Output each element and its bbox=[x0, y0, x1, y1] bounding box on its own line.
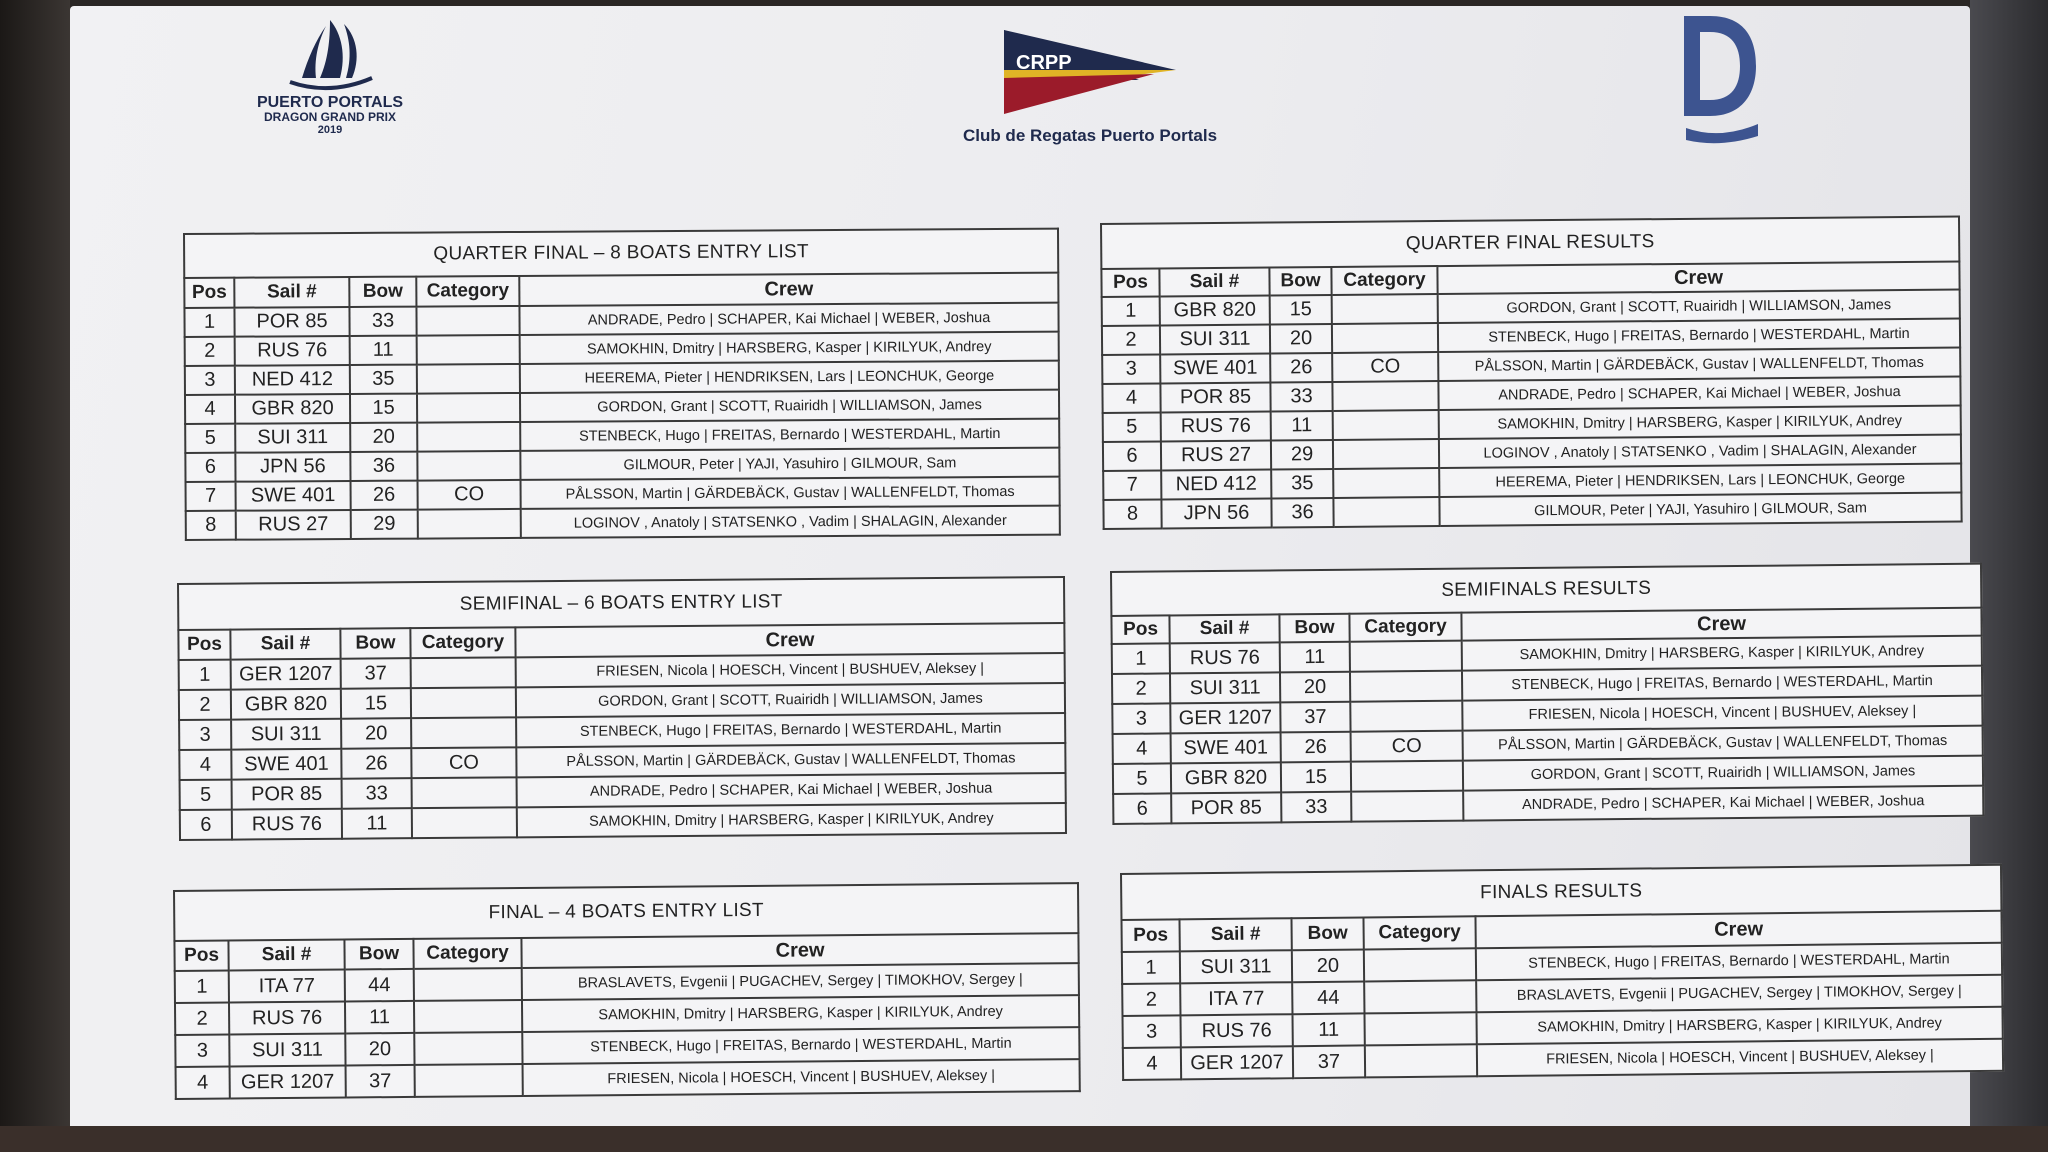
crew-cell: BRASLAVETS, Evgenii | PUGACHEV, Sergey | TIMOKHOV, Sergey | bbox=[1476, 975, 2002, 1013]
pos-cell: 1 bbox=[1102, 296, 1160, 326]
bow-number-cell: 20 bbox=[1292, 949, 1364, 982]
category-cell bbox=[411, 687, 516, 718]
crew-cell: STENBECK, Hugo | FREITAS, Bernardo | WESTERDAHL, Martin bbox=[1462, 666, 1982, 701]
sail-number-cell: SWE 401 bbox=[1160, 354, 1270, 384]
bow-number-cell: 20 bbox=[350, 423, 417, 452]
crew-cell: PÅLSSON, Martin | GÄRDEBÄCK, Gustav | WALLENFELDT, Thomas bbox=[521, 477, 1060, 509]
crew-cell: BRASLAVETS, Evgenii | PUGACHEV, Sergey | TIMOKHOV, Sergey | bbox=[522, 963, 1079, 1000]
pos-cell: 8 bbox=[186, 511, 236, 540]
bow-number-cell: 44 bbox=[345, 969, 414, 1002]
category-cell bbox=[1364, 980, 1476, 1013]
header-sail: Sail # bbox=[1159, 268, 1269, 297]
bow-number-cell: 35 bbox=[1271, 469, 1333, 499]
crew-cell: ANDRADE, Pedro | SCHAPER, Kai Michael | WEBER, Joshua bbox=[519, 303, 1058, 335]
bow-number-cell: 36 bbox=[1271, 498, 1333, 528]
sail-number-cell: SUI 311 bbox=[1180, 950, 1292, 983]
crew-cell: HEEREMA, Pieter | HENDRIKSEN, Lars | LEONCHUK, George bbox=[1439, 463, 1961, 497]
category-cell: CO bbox=[411, 747, 516, 778]
header-sail: Sail # bbox=[230, 629, 340, 660]
category-cell bbox=[1333, 497, 1439, 527]
pos-cell: 8 bbox=[1103, 499, 1161, 529]
semifinals-results-table bbox=[1110, 563, 1984, 825]
crew-cell: FRIESEN, Nicola | HOESCH, Vincent | BUSHUEV, Aleksey | bbox=[516, 653, 1065, 687]
sail-number-cell: GBR 820 bbox=[1171, 762, 1281, 793]
category-cell bbox=[416, 306, 519, 336]
header-pos: Pos bbox=[1111, 615, 1169, 644]
pos-cell: 4 bbox=[1123, 1047, 1181, 1080]
sail-number-cell: RUS 76 bbox=[1170, 642, 1280, 673]
pos-cell: 4 bbox=[176, 1067, 230, 1099]
pos-cell: 7 bbox=[1103, 470, 1161, 500]
pos-cell: 6 bbox=[1103, 441, 1161, 471]
sail-number-cell: SWE 401 bbox=[231, 749, 341, 780]
category-cell bbox=[1364, 948, 1476, 981]
crew-cell: LOGINOV , Anatoly | STATSENKO , Vadim | SHALAGIN, Alexander bbox=[521, 506, 1060, 538]
header-bow: Bow bbox=[1279, 614, 1349, 643]
bow-number-cell: 26 bbox=[351, 481, 418, 510]
logo-subtitle: DRAGON GRAND PRIX bbox=[263, 110, 396, 124]
bow-number-cell: 37 bbox=[1280, 702, 1350, 733]
final-entry-table bbox=[173, 882, 1081, 1100]
crew-cell: SAMOKHIN, Dmitry | HARSBERG, Kasper | KIRILYUK, Andrey bbox=[1439, 405, 1961, 439]
pos-cell: 6 bbox=[1113, 793, 1171, 824]
sail-number-cell: GBR 820 bbox=[1160, 296, 1270, 326]
sail-number-cell: GBR 820 bbox=[231, 689, 341, 720]
bow-number-cell: 11 bbox=[1292, 1013, 1364, 1046]
header-sail: Sail # bbox=[1179, 918, 1291, 951]
dragon-class-d-logo bbox=[1680, 14, 1760, 144]
sail-number-cell: RUS 76 bbox=[232, 809, 342, 840]
bow-number-cell: 29 bbox=[351, 510, 418, 539]
header-pos: Pos bbox=[178, 630, 230, 660]
crew-cell: PÅLSSON, Martin | GÄRDEBÄCK, Gustav | WALLENFELDT, Thomas bbox=[1463, 726, 1983, 761]
category-cell bbox=[1351, 761, 1463, 792]
bow-number-cell: 15 bbox=[1281, 762, 1351, 793]
sail-number-cell: SUI 311 bbox=[231, 719, 341, 750]
pennant-flag-icon bbox=[1004, 30, 1184, 120]
header-bow: Bow bbox=[349, 277, 416, 307]
sail-number-cell: SUI 311 bbox=[1160, 325, 1270, 355]
bow-number-cell: 33 bbox=[1270, 382, 1332, 412]
sail-number-cell: GER 1207 bbox=[1181, 1046, 1293, 1079]
bow-number-cell: 26 bbox=[1281, 732, 1351, 763]
sail-number-cell: GBR 820 bbox=[235, 394, 350, 424]
crew-cell: STENBECK, Hugo | FREITAS, Bernardo | WESTERDAHL, Martin bbox=[520, 419, 1059, 451]
pos-cell: 7 bbox=[186, 482, 236, 511]
header-category: Category bbox=[413, 938, 521, 969]
category-cell bbox=[417, 451, 520, 481]
header-bow: Bow bbox=[340, 628, 410, 659]
table-title: QUARTER FINAL – 8 BOATS ENTRY LIST bbox=[184, 229, 1058, 278]
table-row bbox=[186, 506, 1060, 540]
category-cell bbox=[412, 807, 517, 838]
crew-cell: HEEREMA, Pieter | HENDRIKSEN, Lars | LEONCHUK, George bbox=[520, 361, 1059, 393]
category-cell bbox=[1332, 294, 1438, 324]
semifinal-entry-table bbox=[177, 576, 1067, 841]
header-pos: Pos bbox=[174, 941, 228, 971]
category-cell bbox=[1350, 701, 1462, 732]
header-crew: Crew bbox=[1437, 262, 1959, 295]
category-cell bbox=[414, 1000, 522, 1033]
table-title: SEMIFINALS RESULTS bbox=[1111, 564, 1981, 616]
header-category: Category bbox=[410, 627, 515, 658]
quarter-final-results-table bbox=[1100, 215, 1963, 529]
crew-cell: STENBECK, Hugo | FREITAS, Bernardo | WESTERDAHL, Martin bbox=[516, 713, 1065, 747]
header-sail: Sail # bbox=[234, 277, 349, 308]
table-row bbox=[176, 1059, 1080, 1099]
crew-cell: SAMOKHIN, Dmitry | HARSBERG, Kasper | KIRILYUK, Andrey bbox=[1476, 1007, 2002, 1045]
category-cell bbox=[1332, 381, 1438, 411]
sail-number-cell: SUI 311 bbox=[229, 1034, 345, 1067]
sail-number-cell: RUS 76 bbox=[229, 1002, 345, 1035]
finals-results-table bbox=[1120, 864, 2004, 1081]
category-cell bbox=[1333, 439, 1439, 469]
pos-cell: 5 bbox=[185, 424, 235, 453]
sail-number-cell: RUS 27 bbox=[1161, 441, 1271, 471]
pos-cell: 2 bbox=[1102, 325, 1160, 355]
crew-cell: SAMOKHIN, Dmitry | HARSBERG, Kasper | KIRILYUK, Andrey bbox=[520, 332, 1059, 364]
bow-number-cell: 15 bbox=[1270, 295, 1332, 325]
header-sail: Sail # bbox=[1169, 614, 1279, 643]
pos-cell: 2 bbox=[1112, 673, 1170, 704]
pos-cell: 1 bbox=[184, 308, 234, 337]
sailboat-icon bbox=[280, 16, 380, 94]
crpp-logo bbox=[940, 30, 1240, 146]
table-row bbox=[1103, 492, 1961, 528]
crew-cell: STENBECK, Hugo | FREITAS, Bernardo | WESTERDAHL, Martin bbox=[1438, 318, 1960, 352]
pos-cell: 4 bbox=[1113, 733, 1171, 764]
crew-cell: GILMOUR, Peter | YAJI, Yasuhiro | GILMOUR, Sam bbox=[520, 448, 1059, 480]
logo-year: 2019 bbox=[317, 124, 343, 136]
crew-cell: FRIESEN, Nicola | HOESCH, Vincent | BUSHUEV, Aleksey | bbox=[1462, 696, 1982, 731]
crew-cell: LOGINOV , Anatoly | STATSENKO , Vadim | SHALAGIN, Alexander bbox=[1439, 434, 1961, 468]
header-category: Category bbox=[416, 276, 519, 307]
logo-title: PUERTO PORTALS bbox=[256, 94, 404, 111]
category-cell bbox=[412, 777, 517, 808]
dragon-grand-prix-logo bbox=[250, 16, 410, 136]
header-pos: Pos bbox=[1101, 268, 1159, 297]
header-crew: Crew bbox=[521, 933, 1078, 968]
crew-cell: GILMOUR, Peter | YAJI, Yasuhiro | GILMOUR, Sam bbox=[1439, 492, 1961, 526]
crew-cell: PÅLSSON, Martin | GÄRDEBÄCK, Gustav | WALLENFELDT, Thomas bbox=[1438, 347, 1960, 381]
bow-number-cell: 20 bbox=[345, 1033, 414, 1066]
bow-number-cell: 11 bbox=[345, 1001, 414, 1034]
bow-number-cell: 33 bbox=[1281, 792, 1351, 823]
pos-cell: 3 bbox=[1102, 354, 1160, 384]
category-cell: CO bbox=[1332, 352, 1438, 382]
sail-number-cell: SWE 401 bbox=[1171, 732, 1281, 763]
category-cell bbox=[414, 1032, 522, 1065]
sail-number-cell: RUS 76 bbox=[1180, 1014, 1292, 1047]
pos-cell: 3 bbox=[185, 366, 235, 395]
crew-cell: SAMOKHIN, Dmitry | HARSBERG, Kasper | KIRILYUK, Andrey bbox=[522, 995, 1079, 1032]
bow-number-cell: 33 bbox=[349, 307, 416, 336]
category-cell bbox=[417, 422, 520, 452]
bow-number-cell: 37 bbox=[1293, 1045, 1365, 1078]
sail-number-cell: POR 85 bbox=[234, 307, 349, 337]
category-cell bbox=[414, 968, 522, 1001]
category-cell bbox=[415, 1064, 523, 1097]
screen-bezel-left bbox=[0, 0, 70, 1152]
quarter-final-entry-table bbox=[183, 228, 1061, 541]
category-cell bbox=[417, 364, 520, 394]
bow-number-cell: 11 bbox=[1280, 642, 1350, 673]
table-title: FINALS RESULTS bbox=[1121, 865, 2001, 920]
header-category: Category bbox=[1349, 613, 1461, 642]
category-cell bbox=[1350, 641, 1462, 672]
category-cell bbox=[417, 335, 520, 365]
bow-number-cell: 44 bbox=[1292, 981, 1364, 1014]
pos-cell: 1 bbox=[179, 660, 231, 690]
category-cell bbox=[1333, 468, 1439, 498]
table-title: SEMIFINAL – 6 BOATS ENTRY LIST bbox=[178, 577, 1064, 630]
bow-number-cell: 11 bbox=[1271, 411, 1333, 441]
sail-number-cell: ITA 77 bbox=[229, 970, 345, 1003]
crew-cell: FRIESEN, Nicola | HOESCH, Vincent | BUSHUEV, Aleksey | bbox=[523, 1059, 1080, 1096]
bow-number-cell: 20 bbox=[1280, 672, 1350, 703]
crew-cell: STENBECK, Hugo | FREITAS, Bernardo | WESTERDAHL, Martin bbox=[1476, 943, 2002, 981]
header-crew: Crew bbox=[519, 273, 1058, 306]
category-cell bbox=[411, 717, 516, 748]
bow-number-cell: 26 bbox=[341, 748, 411, 779]
header-pos: Pos bbox=[184, 278, 234, 308]
category-cell: CO bbox=[1351, 731, 1463, 762]
bow-number-cell: 29 bbox=[1271, 440, 1333, 470]
pos-cell: 6 bbox=[180, 810, 232, 840]
crew-cell: SAMOKHIN, Dmitry | HARSBERG, Kasper | KIRILYUK, Andrey bbox=[517, 803, 1066, 837]
category-cell bbox=[411, 657, 516, 688]
crew-cell: ANDRADE, Pedro | SCHAPER, Kai Michael | WEBER, Joshua bbox=[517, 773, 1066, 807]
bow-number-cell: 20 bbox=[1270, 324, 1332, 354]
bow-number-cell: 15 bbox=[350, 394, 417, 423]
pos-cell: 2 bbox=[175, 1003, 229, 1035]
header-category: Category bbox=[1331, 266, 1437, 295]
bow-number-cell: 20 bbox=[341, 718, 411, 749]
header-crew: Crew bbox=[1475, 911, 2001, 949]
sail-number-cell: GER 1207 bbox=[1170, 702, 1280, 733]
header-crew: Crew bbox=[1461, 608, 1981, 641]
bow-number-cell: 35 bbox=[350, 365, 417, 394]
crew-cell: SAMOKHIN, Dmitry | HARSBERG, Kasper | KIRILYUK, Andrey bbox=[1462, 636, 1982, 671]
crew-cell: FRIESEN, Nicola | HOESCH, Vincent | BUSHUEV, Aleksey | bbox=[1477, 1039, 2003, 1077]
crew-cell: STENBECK, Hugo | FREITAS, Bernardo | WESTERDAHL, Martin bbox=[522, 1027, 1079, 1064]
pos-cell: 5 bbox=[180, 780, 232, 810]
header-sail: Sail # bbox=[228, 940, 344, 971]
category-cell bbox=[1333, 410, 1439, 440]
pos-cell: 3 bbox=[175, 1035, 229, 1067]
sail-number-cell: GER 1207 bbox=[231, 659, 341, 690]
bow-number-cell: 11 bbox=[350, 336, 417, 365]
table-title: FINAL – 4 BOATS ENTRY LIST bbox=[174, 883, 1078, 941]
crew-cell: GORDON, Grant | SCOTT, Ruairidh | WILLIAMSON, James bbox=[1463, 756, 1983, 791]
pos-cell: 4 bbox=[185, 395, 235, 424]
sail-number-cell: POR 85 bbox=[1171, 792, 1281, 823]
sail-number-cell: ITA 77 bbox=[1180, 982, 1292, 1015]
pos-cell: 2 bbox=[185, 337, 235, 366]
crew-cell: ANDRADE, Pedro | SCHAPER, Kai Michael | WEBER, Joshua bbox=[1438, 376, 1960, 410]
sail-number-cell: GER 1207 bbox=[230, 1066, 346, 1099]
sail-number-cell: JPN 56 bbox=[1161, 499, 1271, 529]
category-cell bbox=[1365, 1044, 1477, 1077]
crew-cell: PÅLSSON, Martin | GÄRDEBÄCK, Gustav | WALLENFELDT, Thomas bbox=[516, 743, 1065, 777]
category-cell bbox=[417, 393, 520, 423]
pos-cell: 2 bbox=[1122, 983, 1180, 1016]
letter-d-icon bbox=[1680, 14, 1760, 144]
header-bow: Bow bbox=[344, 939, 413, 970]
sail-number-cell: SUI 311 bbox=[235, 423, 350, 453]
pos-cell: 5 bbox=[1103, 412, 1161, 442]
pos-cell: 4 bbox=[179, 750, 231, 780]
pos-cell: 5 bbox=[1113, 763, 1171, 794]
header-pos: Pos bbox=[1121, 919, 1179, 952]
sail-number-cell: NED 412 bbox=[1161, 470, 1271, 500]
category-cell bbox=[1332, 323, 1438, 353]
pos-cell: 4 bbox=[1102, 383, 1160, 413]
bow-number-cell: 26 bbox=[1270, 353, 1332, 383]
crew-cell: GORDON, Grant | SCOTT, Ruairidh | WILLIAMSON, James bbox=[1438, 290, 1960, 324]
header-category: Category bbox=[1363, 916, 1475, 949]
sail-number-cell: RUS 76 bbox=[235, 336, 350, 366]
sail-number-cell: NED 412 bbox=[235, 365, 350, 395]
crew-cell: GORDON, Grant | SCOTT, Ruairidh | WILLIAMSON, James bbox=[516, 683, 1065, 717]
sail-number-cell: RUS 76 bbox=[1161, 412, 1271, 442]
bow-number-cell: 33 bbox=[342, 778, 412, 809]
pos-cell: 1 bbox=[175, 971, 229, 1003]
sail-number-cell: JPN 56 bbox=[235, 452, 350, 482]
pos-cell: 3 bbox=[1122, 1015, 1180, 1048]
bow-number-cell: 11 bbox=[342, 808, 412, 839]
pos-cell: 3 bbox=[179, 720, 231, 750]
table-row bbox=[180, 803, 1066, 840]
sail-number-cell: SWE 401 bbox=[236, 481, 351, 511]
sail-number-cell: SUI 311 bbox=[1170, 672, 1280, 703]
header-crew: Crew bbox=[515, 623, 1064, 657]
pennant-text: CRPP bbox=[1016, 52, 1072, 74]
category-cell bbox=[418, 509, 521, 539]
pos-cell: 1 bbox=[1122, 951, 1180, 984]
sail-number-cell: RUS 27 bbox=[236, 510, 351, 540]
category-cell bbox=[1350, 671, 1462, 702]
crew-cell: ANDRADE, Pedro | SCHAPER, Kai Michael | WEBER, Joshua bbox=[1463, 786, 1983, 821]
pos-cell: 3 bbox=[1112, 703, 1170, 734]
screen-bezel-bottom bbox=[0, 1126, 2048, 1152]
sail-number-cell: POR 85 bbox=[1160, 383, 1270, 413]
pos-cell: 2 bbox=[179, 690, 231, 720]
category-cell: CO bbox=[418, 480, 521, 510]
bow-number-cell: 37 bbox=[346, 1065, 415, 1098]
category-cell bbox=[1351, 791, 1463, 822]
crew-cell: GORDON, Grant | SCOTT, Ruairidh | WILLIAMSON, James bbox=[520, 390, 1059, 422]
header-bow: Bow bbox=[1269, 267, 1331, 296]
bow-number-cell: 36 bbox=[350, 452, 417, 481]
pos-cell: 6 bbox=[185, 453, 235, 482]
club-name: Club de Regatas Puerto Portals bbox=[962, 126, 1218, 145]
header-bow: Bow bbox=[1291, 917, 1363, 950]
table-title: QUARTER FINAL RESULTS bbox=[1101, 217, 1959, 269]
category-cell bbox=[1364, 1012, 1476, 1045]
bow-number-cell: 37 bbox=[341, 658, 411, 689]
pos-cell: 1 bbox=[1112, 643, 1170, 674]
sail-number-cell: POR 85 bbox=[232, 779, 342, 810]
bow-number-cell: 15 bbox=[341, 688, 411, 719]
